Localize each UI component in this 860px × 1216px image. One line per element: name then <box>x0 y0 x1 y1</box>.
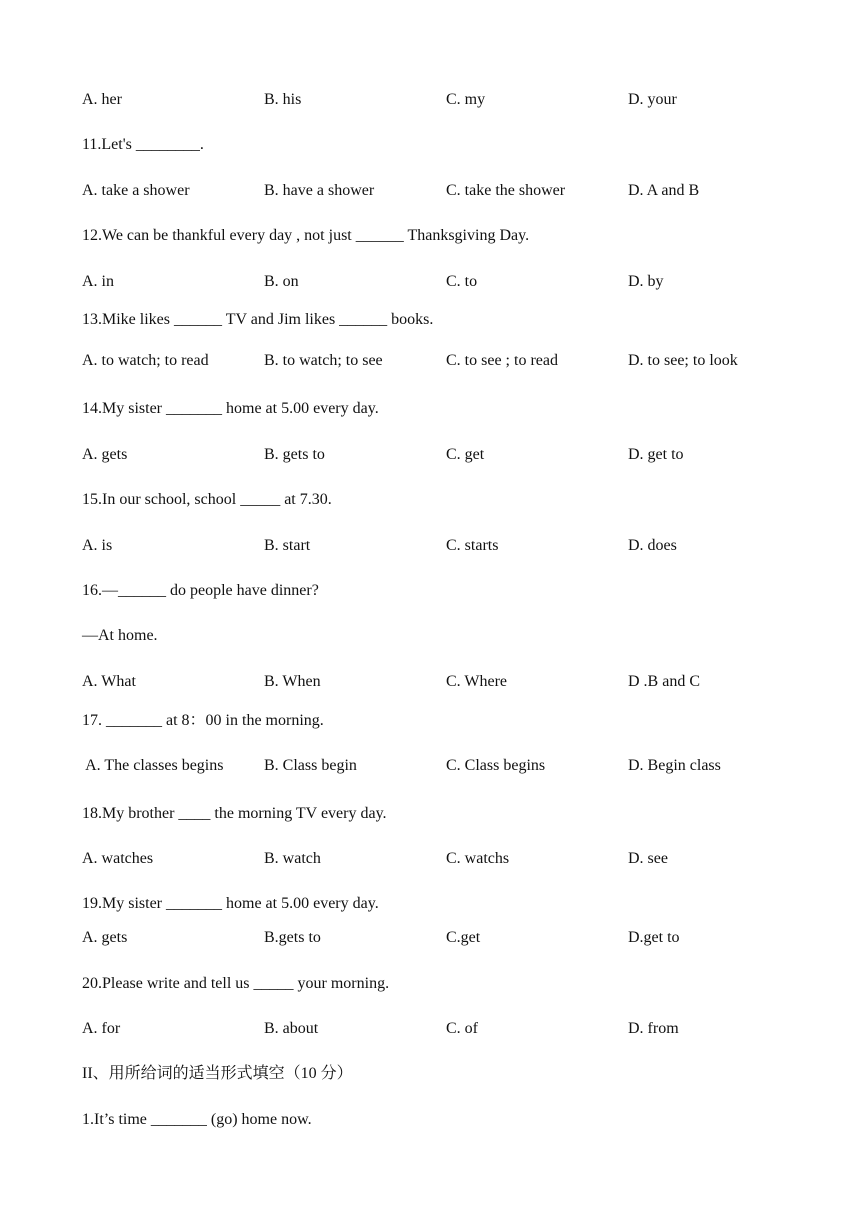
option-a: A. in <box>82 273 114 290</box>
option-c: C. get <box>446 446 485 463</box>
option-a: A. gets <box>82 446 128 463</box>
section-2-question-1: 1.It’s time _______ (go) home now. <box>82 1111 312 1128</box>
option-a: A. her <box>82 91 122 108</box>
option-c: C. to see ; to read <box>446 352 558 369</box>
option-a: A. gets <box>82 929 128 946</box>
option-d: D. A and B <box>628 182 700 199</box>
option-b: B. on <box>264 273 299 290</box>
options-row-q20 <box>0 1019 860 1039</box>
option-a: A. take a shower <box>82 182 190 199</box>
option-b: B. to watch; to see <box>264 352 383 369</box>
option-d: D. to see; to look <box>628 352 738 369</box>
option-b: B. watch <box>264 850 321 867</box>
question-12: 12.We can be thankful every day , not just ______ Thanksgiving Day. <box>82 227 530 244</box>
options-row-q14 <box>0 445 860 465</box>
option-a: A. is <box>82 537 113 554</box>
option-d: D .B and C <box>628 673 700 690</box>
option-d: D.get to <box>628 929 680 946</box>
option-a: A. for <box>82 1020 121 1037</box>
option-d: D. Begin class <box>628 757 721 774</box>
option-a: A. to watch; to read <box>82 352 209 369</box>
option-c: C. my <box>446 91 486 108</box>
option-b: B. have a shower <box>264 182 375 199</box>
option-b: B.gets to <box>264 929 321 946</box>
question-11: 11.Let's ________. <box>82 136 204 153</box>
option-c: C. watchs <box>446 850 510 867</box>
option-c: C. starts <box>446 537 499 554</box>
option-b: B. Class begin <box>264 757 357 774</box>
option-b: B. start <box>264 537 311 554</box>
option-a: A. What <box>82 673 136 690</box>
options-row-q12 <box>0 272 860 292</box>
option-d: D. by <box>628 273 664 290</box>
options-row-q17 <box>0 756 860 776</box>
option-c: C. to <box>446 273 478 290</box>
option-c: C. Where <box>446 673 508 690</box>
option-a: A. The classes begins <box>82 757 224 774</box>
option-b: B. When <box>264 673 321 690</box>
question-14: 14.My sister _______ home at 5.00 every day. <box>82 400 379 417</box>
question-17: 17. _______ at 8：00 in the morning. <box>82 712 324 729</box>
question-16-answer: —At home. <box>82 627 158 644</box>
option-d: D. get to <box>628 446 684 463</box>
option-d: D. does <box>628 537 677 554</box>
question-13: 13.Mike likes ______ TV and Jim likes ______ books. <box>82 311 434 328</box>
option-d: D. your <box>628 91 677 108</box>
option-c: C. of <box>446 1020 478 1037</box>
question-16: 16.—______ do people have dinner? <box>82 582 319 599</box>
question-19: 19.My sister _______ home at 5.00 every day. <box>82 895 379 912</box>
option-d: D. from <box>628 1020 679 1037</box>
question-18: 18.My brother ____ the morning TV every day. <box>82 805 387 822</box>
options-row-q13 <box>0 351 860 371</box>
section-2-title: II、用所给词的适当形式填空（10 分） <box>82 1065 353 1082</box>
options-row-q11 <box>0 181 860 201</box>
option-c: C. take the shower <box>446 182 566 199</box>
option-a: A. watches <box>82 850 154 867</box>
options-row-q16 <box>0 672 860 692</box>
options-row-q19 <box>0 928 860 948</box>
question-15: 15.In our school, school _____ at 7.30. <box>82 491 332 508</box>
option-d: D. see <box>628 850 668 867</box>
options-row-q18 <box>0 849 860 869</box>
option-b: B. about <box>264 1020 319 1037</box>
option-c: C.get <box>446 929 481 946</box>
option-b: B. gets to <box>264 446 325 463</box>
question-20: 20.Please write and tell us _____ your morning. <box>82 975 390 992</box>
options-row-q15 <box>0 536 860 556</box>
options-row-q10 <box>0 90 860 110</box>
option-b: B. his <box>264 91 302 108</box>
option-c: C. Class begins <box>446 757 546 774</box>
